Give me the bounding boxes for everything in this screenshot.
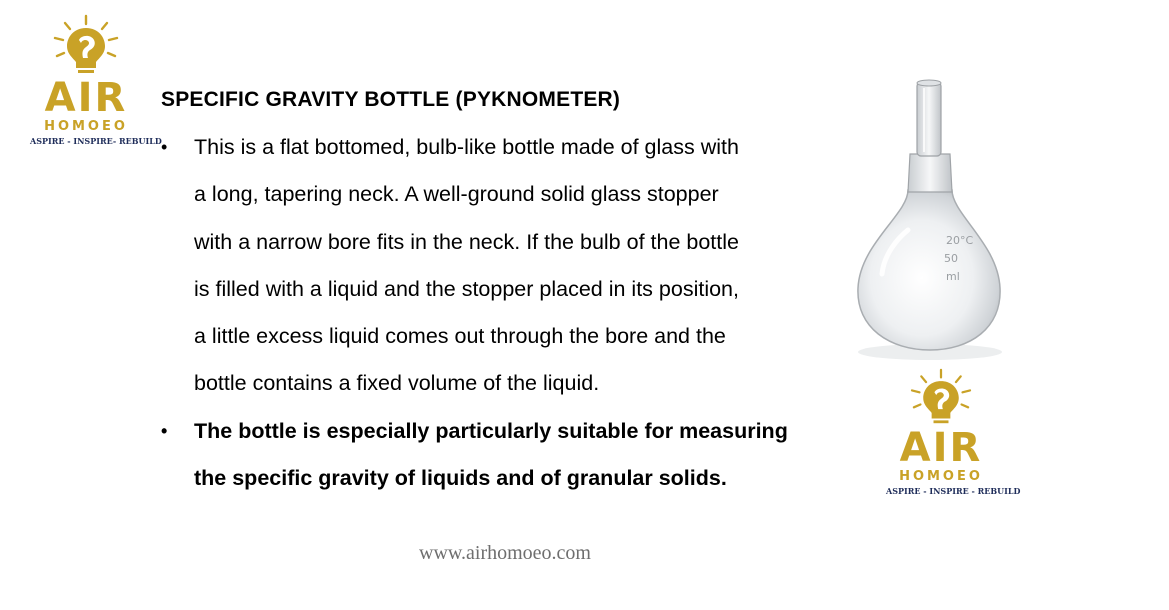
logo-word: AIR [44,75,128,121]
lightbulb-icon [51,14,121,76]
logo-sub: HOMOEO [899,469,983,484]
bullet-item-description [161,124,841,408]
bullet-marker: • [161,420,168,441]
brand-logo-top [30,14,162,146]
bullet-item-usage [161,408,841,503]
pyknometer-bottle-image [838,74,1018,364]
bullet-line: The bottle is especially particularly suitable for measuring [194,418,788,443]
bullet-line: a long, tapering neck. A well-ground solid glass stopper [194,182,719,207]
bullet-line: is filled with a liquid and the stopper placed in its position, [194,276,739,301]
logo-word: AIR [899,425,983,471]
bullet-line: the specific gravity of liquids and of granular solids. [194,466,727,491]
bullet-line: with a narrow bore fits in the neck. If the bulb of the bottle [194,229,739,254]
logo-sub: HOMOEO [44,119,128,134]
bottle-volume-label: 50 [944,252,958,265]
bullet-line: This is a flat bottomed, bulb-like bottle made of glass with [194,135,739,159]
footer-url: www.airhomoeo.com [419,542,591,564]
bottle-temp-label: 20°C [946,234,974,247]
brand-logo-bottom [886,368,1021,496]
bullet-marker: • [161,137,168,157]
bullet-line: bottle contains a fixed volume of the liquid. [194,371,600,396]
logo-tagline: ASPIRE - INSPIRE- REBUILD [30,136,162,146]
bullet-list [161,124,841,502]
logo-tagline: ASPIRE - INSPIRE - REBUILD [886,486,1021,496]
bottle-unit-label: ml [946,270,960,283]
lightbulb-icon [908,368,974,426]
bullet-line: a little excess liquid comes out through the bore and the [194,324,726,349]
slide-heading: SPECIFIC GRAVITY BOTTLE (PYKNOMETER) [161,88,621,111]
